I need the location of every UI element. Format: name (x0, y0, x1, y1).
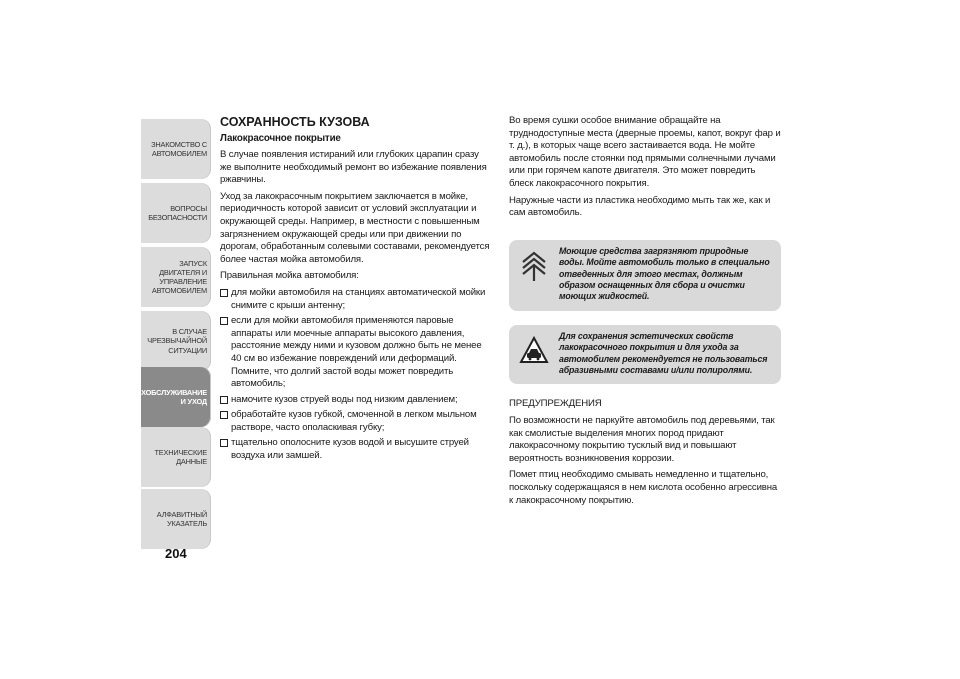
page-number: 204 (165, 546, 187, 561)
list-item: если для мойки автомобиля применяются паровые аппараты или моечные аппараты высокого давления, расстояние между ними и кузовом должно быть не менее 40 см во избежание повреждений или деформаций. Помните, что долгий застой воды может повредить автомобиль; (220, 315, 492, 391)
checkbox-bullet-icon (220, 411, 228, 419)
tab-index[interactable]: АЛФАВИТНЫЙ УКАЗАТЕЛЬ (141, 489, 211, 549)
paragraph: Правильная мойка автомобиля: (220, 270, 359, 282)
warnings-heading: ПРЕДУПРЕЖДЕНИЯ (509, 398, 602, 410)
warning-car-icon (519, 333, 549, 367)
paragraph: Во время сушки особое внимание обращайте на труднодоступные места (дверные проемы, капот, вокруг фар и т. д.), в которых чаще всего застаивается вода. Не мойте автомобиль после стоянки под прямыми солнечными лучами или при горячем капоте двигателя. Это может повредить блеск лакокрасочного покрытия. (509, 115, 781, 189)
paragraph: В случае появления истираний или глубоких царапин сразу же выполните необходимый ремонт во избежание появления ржавчины. (220, 149, 487, 186)
left-column (220, 115, 492, 466)
checkbox-bullet-icon (220, 289, 228, 297)
tab-emergency[interactable]: В СЛУЧАЕ ЧРЕЗВЫЧАЙНОЙ СИТУАЦИИ (141, 311, 211, 371)
checkbox-bullet-icon (220, 439, 228, 447)
right-column (509, 115, 781, 511)
subsection-title: Лакокрасочное покрытие (220, 133, 341, 144)
tab-vehicle-intro[interactable]: ЗНАКОМСТВО С АВТОМОБИЛЕМ (141, 119, 211, 179)
tab-maintenance[interactable]: ТЕХОБСЛУЖИВАНИЕ И УХОД (141, 367, 211, 427)
tab-starting-driving[interactable]: ЗАПУСК ДВИГАТЕЛЯ И УПРАВЛЕНИЕ АВТОМОБИЛЕМ (141, 247, 211, 307)
list-item: намочите кузов струей воды под низким давлением; (220, 394, 492, 407)
paragraph: Помет птиц необходимо смывать немедленно и тщательно, поскольку содержащаяся в нем кислота особенно агрессивна к лакокрасочному покрытию. (509, 469, 778, 506)
environment-icon (519, 248, 549, 282)
list-item: обработайте кузов губкой, смоченной в легком мыльном растворе, часто ополаскивая губку; (220, 409, 492, 434)
bullet-list (220, 287, 492, 463)
paragraph: Уход за лакокрасочным покрытием заключается в мойке, периодичность которой зависит от условий эксплуатации и окружающей среды. Например, в местности с повышенным загрязнением окружающей среды или при движении по дорогам, обработанным солевыми составами, рекомендуется более частая мойка автомобиля. (220, 190, 490, 265)
list-item: для мойки автомобиля на станциях автоматической мойки снимите с крыши антенну; (220, 287, 492, 312)
paint-care-note: Для сохранения эстетических свойств лакокрасочного покрытия и для ухода за автомобилем рекомендуется не пользоваться абразивными составами и/или полиролями. (509, 325, 781, 385)
section-title: СОХРАННОСТЬ КУЗОВА (220, 115, 370, 129)
checkbox-bullet-icon (220, 317, 228, 325)
tab-safety[interactable]: ВОПРОСЫ БЕЗОПАСНОСТИ (141, 183, 211, 243)
paragraph: Наружные части из пластика необходимо мыть так же, как и сам автомобиль. (509, 194, 771, 219)
environment-note: Моющие средства загрязняют природные воды. Мойте автомобиль только в специально отведенных для этого местах, должным образом оснащенных для сбора и очистки моющих жидкостей. (509, 240, 781, 311)
list-item: тщательно ополосните кузов водой и высушите струей воздуха или замшей. (220, 437, 492, 462)
checkbox-bullet-icon (220, 396, 228, 404)
tab-technical-data[interactable]: ТЕХНИЧЕСКИЕ ДАННЫЕ (141, 427, 211, 487)
paragraph: По возможности не паркуйте автомобиль под деревьями, так как смолистые выделения многих пород придают лакокрасочному покрытию тусклый вид и повышают вероятность возникновения коррозии. (509, 415, 775, 464)
